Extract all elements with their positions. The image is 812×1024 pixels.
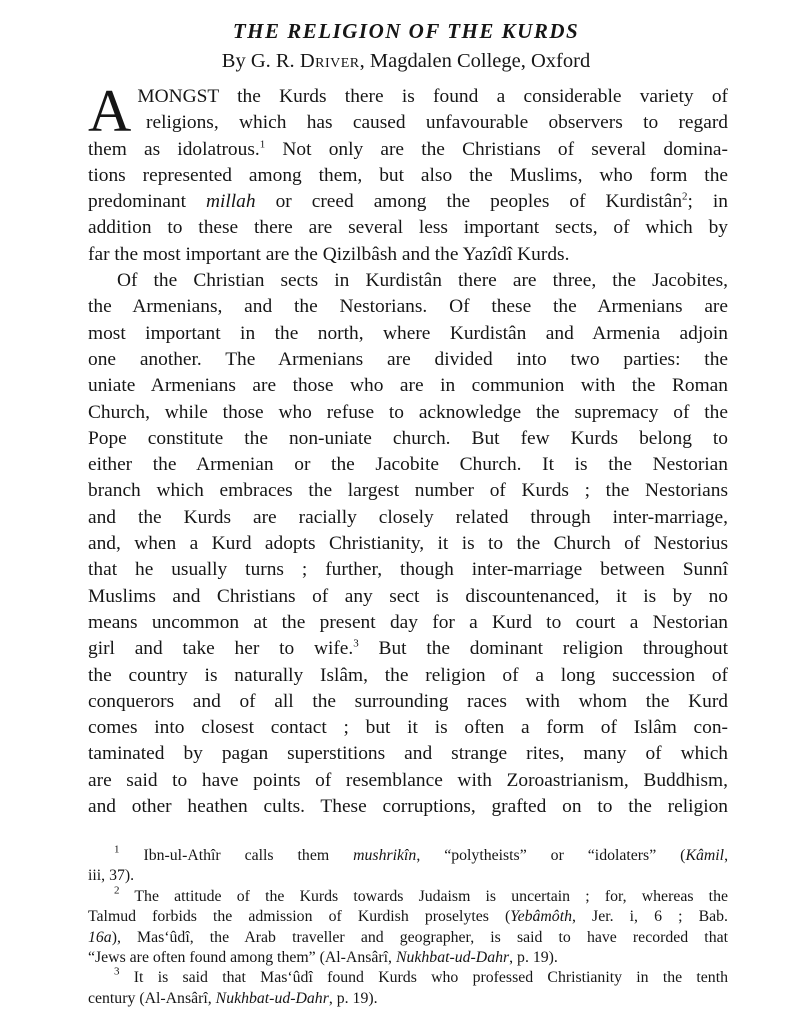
byline-author: Driver — [299, 50, 360, 72]
italic-term: Nukhbat-ud-Dahr — [215, 989, 329, 1007]
text-line: Church, while those who refuse to acknowledge the supremacy of the — [88, 401, 728, 423]
text-line: iii, 37). — [88, 867, 135, 885]
byline-prefix: By G. R. — [221, 50, 295, 72]
text-run: , p. 19). — [509, 949, 558, 967]
text-line — [88, 989, 728, 1009]
text-run: ; in — [687, 191, 729, 213]
text-line: addition to these there are several less important sects, of which by — [88, 217, 728, 239]
text-line — [88, 636, 728, 662]
text-run: “Jews are often found among them” (Al-Ansârî, — [88, 949, 396, 967]
footnote-ref: 3 — [353, 637, 359, 650]
text-line: comes into closest contact ; but it is often a form of Islâm con- — [88, 717, 728, 739]
footnote-ref: 1 — [259, 137, 266, 150]
text-line: religions, which has caused unfavourable observers to regard — [146, 112, 728, 134]
footnotes — [88, 843, 729, 1009]
text-line — [88, 884, 728, 907]
text-line: Pope constitute the non-uniate church. But few Kurds belong to — [88, 427, 728, 449]
paragraph-2 — [88, 268, 728, 820]
body-text — [88, 78, 729, 820]
text-run: or creed among the peoples of Kurdistân — [255, 191, 683, 213]
text-run: , — [724, 847, 729, 864]
byline — [0, 48, 812, 74]
text-run: century (Al-Ansârî, — [88, 989, 216, 1007]
text-run: , p. 19). — [328, 989, 378, 1007]
text-line: taminated by pagan superstitions and strange rites, many of which — [88, 743, 728, 765]
text-run: girl and take her to wife. — [88, 638, 354, 660]
paragraph-1 — [88, 78, 729, 268]
text-line — [88, 843, 729, 866]
footnote-mark: 3 — [114, 965, 120, 978]
text-line: MONGST the Kurds there is found a considerable variety of — [137, 86, 728, 107]
italic-term: 16a — [88, 928, 112, 946]
text-line: the Armenians, and the Nestorians. Of these the Armenians are — [88, 296, 728, 318]
italic-term: Nukhbat-ud-Dahr — [395, 949, 510, 967]
text-line: most important in the north, where Kurdistân and Armenia adjoin — [88, 322, 728, 344]
text-line: are said to have points of resemblance with Zoroastrianism, Buddhism, — [88, 769, 728, 791]
text-run: ), Mas‘ûdî, the Arab traveller and geographer, is said to have recorded that — [111, 928, 728, 946]
text-line: that he usually turns ; further, though inter-marriage between Sunnî — [88, 559, 728, 581]
footnote-mark: 1 — [114, 843, 120, 856]
text-line: either the Armenian or the Jacobite Church. It is the Nestorian — [88, 454, 728, 476]
text-line: Muslims and Christians of any sect is discountenanced, it is by no — [88, 585, 728, 607]
footnote-mark: 2 — [114, 884, 120, 897]
footnote-3 — [88, 965, 728, 1009]
text-line: far the most important are the Qizilbâsh and the Yazîdî Kurds. — [88, 243, 570, 265]
text-run: , Jer. i, 6 ; Bab. — [572, 908, 728, 926]
text-line: the country is naturally Islâm, the religion of a long succession of — [88, 664, 728, 686]
text-run: Ibn-ul-Athîr calls them — [119, 847, 354, 864]
drop-cap: A — [88, 78, 132, 144]
italic-term: Kâmil — [685, 847, 725, 864]
text-line: and, when a Kurd adopts Christianity, it is to the Church of Nestorius — [88, 533, 728, 555]
italic-term: Yebâmôth — [510, 908, 572, 926]
text-line — [88, 189, 728, 215]
text-line: branch which embraces the largest number of Kurds ; the Nestorians — [88, 480, 728, 502]
text-line: means uncommon at the present day for a Kurd to court a Nestorian — [88, 611, 728, 633]
text-run: Not only are the Christians of several domina- — [265, 138, 728, 160]
footnote-1 — [88, 843, 729, 887]
footnote-2 — [88, 884, 728, 969]
italic-term: mushrikîn — [353, 847, 417, 864]
text-run: The attitude of the Kurds towards Judaism is uncertain ; for, whereas the — [119, 887, 728, 905]
text-run: It is said that Mas‘ûdî found Kurds who professed Christianity in the tenth — [119, 969, 728, 987]
italic-term: millah — [206, 191, 256, 213]
footnote-ref: 2 — [682, 190, 688, 203]
text-line — [88, 137, 728, 163]
text-line — [88, 965, 728, 988]
text-line: and the Kurds are racially closely related through inter-marriage, — [88, 506, 728, 528]
text-line — [88, 948, 728, 968]
article-title: THE RELIGION OF THE KURDS — [232, 19, 580, 43]
text-run: Talmud forbids the admission of Kurdish proselytes ( — [88, 908, 511, 926]
text-line: Of the Christian sects in Kurdistân there are three, the Jacobites, — [117, 270, 728, 292]
text-line — [88, 928, 728, 948]
byline-affiliation: , Magdalen College, Oxford — [359, 50, 591, 72]
text-run: them as idolatrous. — [88, 138, 260, 160]
text-line: one another. The Armenians are divided into two parties: the — [88, 348, 728, 370]
text-line: and other heathen cults. These corruptions, grafted on to the religion — [88, 796, 728, 818]
text-line: conquerors and of all the surrounding races with whom the Kurd — [88, 690, 728, 712]
text-line: uniate Armenians are those who are in communion with the Roman — [88, 375, 728, 397]
text-run: But the dominant religion throughout — [358, 638, 728, 660]
text-run: , “polytheists” or “idolaters” ( — [416, 847, 686, 864]
text-run: predominant — [88, 191, 207, 213]
text-line: tions represented among them, but also the Muslims, who form the — [88, 164, 728, 186]
text-line — [88, 907, 728, 927]
